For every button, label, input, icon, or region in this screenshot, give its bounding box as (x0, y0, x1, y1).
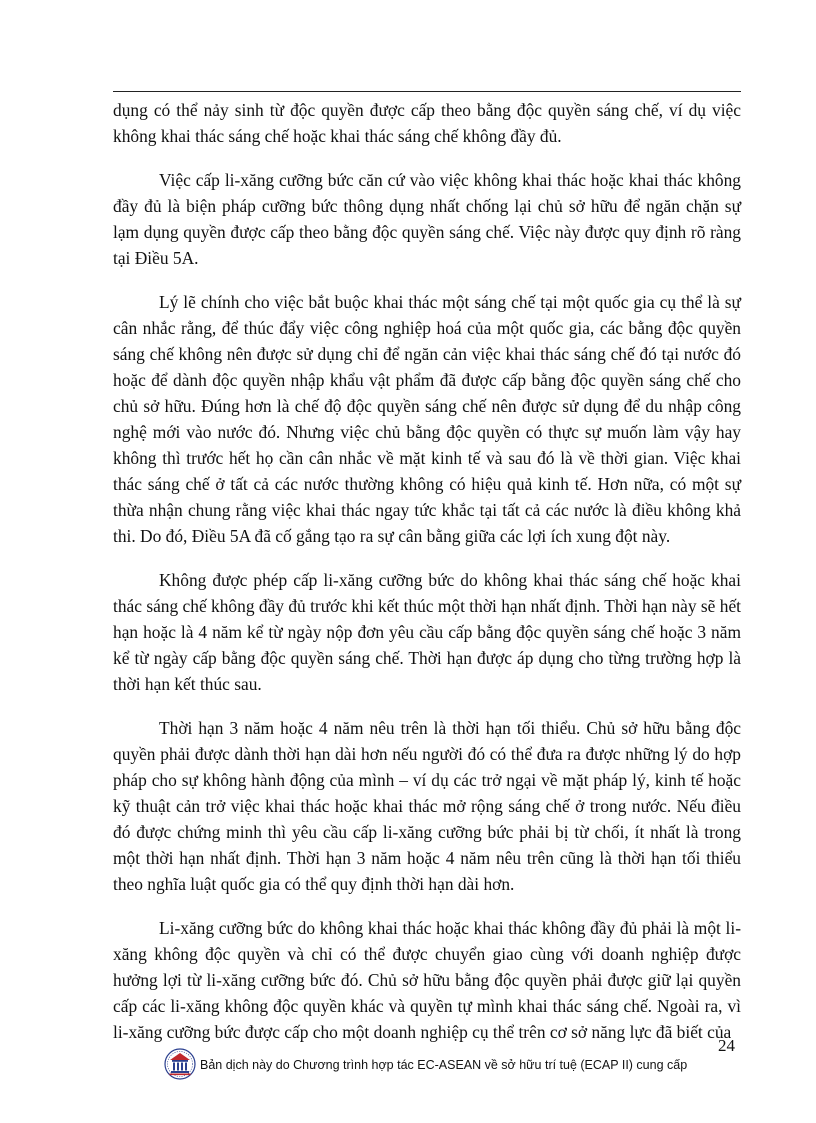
paragraph: Thời hạn 3 năm hoặc 4 năm nêu trên là thời hạn tối thiểu. Chủ sở hữu bằng độc quyền phải được dành thời hạn dài hơn nếu người đó có thể đưa ra được những lý do hợp pháp cho sự không hành động của mình – ví dụ các trở ngại về mặt pháp lý, kinh tế hoặc kỹ thuật cản trở việc khai thác hoặc khai thác mở rộng sáng chế ở trong nước. Nếu điều đó được chứng minh thì yêu cầu cấp li-xăng cưỡng bức phải bị từ chối, ít nhất là trong một thời hạn nhất định. Thời hạn 3 năm hoặc 4 năm nêu trên cũng là thời hạn tối thiểu theo nghĩa luật quốc gia có thể quy định thời hạn dài hơn. (113, 718, 741, 894)
paragraph: Li-xăng cưỡng bức do không khai thác hoặc khai thác không đầy đủ phải là một li-xăng không độc quyền và chỉ có thể được chuyển giao cùng với doanh nghiệp được hưởng lợi từ li-xăng cưỡng bức đó. Chủ sở hữu bằng độc quyền phải được giữ lại quyền cấp các li-xăng không độc quyền khác và quyền tự mình khai thác sáng chế. Ngoài ra, vì li-xăng cưỡng bức được cấp cho một doanh nghiệp cụ thể trên cơ sở năng lực đã biết của (113, 918, 741, 1042)
footer-credit: Bản dịch này do Chương trình hợp tác EC-ASEAN về sở hữu trí tuệ (ECAP II) cung cấp (200, 1058, 688, 1072)
header-rule (113, 91, 741, 92)
page-footer (160, 1043, 720, 1083)
page-body (113, 97, 741, 1063)
ecap-logo-icon (160, 1043, 200, 1083)
page-number: 24 (718, 1036, 735, 1055)
paragraph: dụng có thể nảy sinh từ độc quyền được cấp theo bằng độc quyền sáng chế, ví dụ việc không khai thác sáng chế hoặc khai thác sáng chế không đầy đủ. (113, 100, 741, 146)
paragraph: Lý lẽ chính cho việc bắt buộc khai thác một sáng chế tại một quốc gia cụ thể là sự cân nhắc rằng, để thúc đẩy việc công nghiệp hoá của một quốc gia, các bằng độc quyền sáng chế không nên được sử dụng chỉ để ngăn cản việc khai thác sáng chế đó tại nước đó hoặc để dành độc quyền nhập khẩu vật phẩm đã được cấp bằng độc quyền sáng chế cho chủ sở hữu. Đúng hơn là chế độ độc quyền sáng chế nên được sử dụng để du nhập công nghệ mới vào nước đó. Nhưng việc chủ bằng độc quyền có thực sự muốn làm vậy hay không thì trước hết họ cần cân nhắc về mặt kinh tế và sau đó là về thời gian. Việc khai thác sáng chế ở tất cả các nước thường không có hiệu quả kinh tế. Hơn nữa, có một sự thừa nhận chung rằng việc khai thác ngay tức khắc tại tất cả các nước là điều không khả thi. Do đó, Điều 5A đã cố gắng tạo ra sự cân bằng giữa các lợi ích xung đột này. (113, 292, 741, 546)
paragraph: Việc cấp li-xăng cưỡng bức căn cứ vào việc không khai thác hoặc khai thác không đầy đủ là biện pháp cưỡng bức thông dụng nhất chống lại chủ sở hữu để ngăn chặn sự lạm dụng quyền được cấp theo bằng độc quyền sáng chế. Việc này được quy định rõ ràng tại Điều 5A. (113, 170, 741, 268)
paragraph: Không được phép cấp li-xăng cưỡng bức do không khai thác sáng chế hoặc khai thác sáng chế không đầy đủ trước khi kết thúc một thời hạn nhất định. Thời hạn này sẽ hết hạn hoặc là 4 năm kể từ ngày nộp đơn yêu cầu cấp bằng độc quyền sáng chế hoặc 3 năm kể từ ngày cấp bằng độc quyền sáng chế. Thời hạn được áp dụng cho từng trường hợp là thời hạn kết thúc sau. (113, 570, 741, 694)
